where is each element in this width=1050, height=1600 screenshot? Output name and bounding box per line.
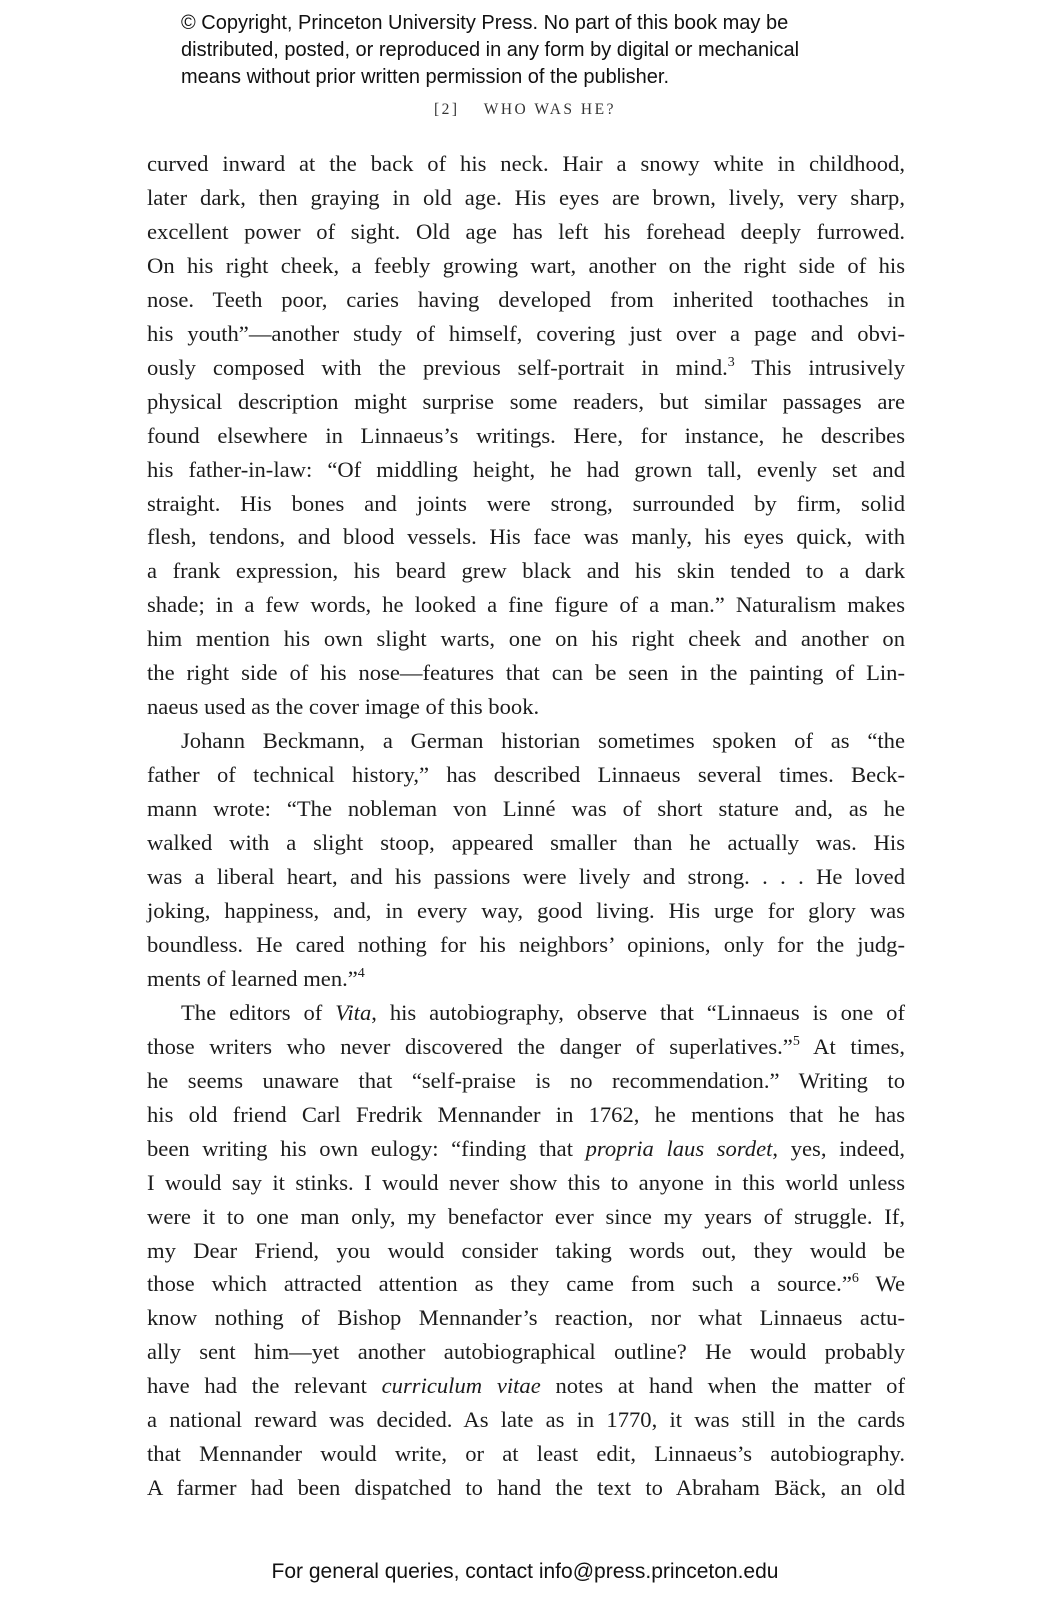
- copyright-line-1: © Copyright, Princeton University Press. No part of this book may be: [181, 12, 789, 34]
- text-line: was a liberal heart, and his passions were lively and strong. . . . He loved: [147, 864, 905, 890]
- text-line: shade; in a few words, he looked a fine figure of a man.” Naturalism makes: [147, 592, 905, 618]
- text-line: found elsewhere in Linnaeus’s writings. Here, for instance, he describes: [147, 422, 905, 448]
- text-line: the right side of his nose—features that can be seen in the painting of Lin-: [147, 660, 905, 686]
- text-line: naeus used as the cover image of this book.: [147, 694, 540, 720]
- text-line: boundless. He cared nothing for his neighbors’ opinions, only for the judg-: [147, 931, 905, 957]
- copyright-line-2: distributed, posted, or reproduced in any form by digital or mechanical: [181, 39, 800, 61]
- text-line: ally sent him—yet another autobiographical outline? He would probably: [147, 1339, 905, 1365]
- text-line: Johann Beckmann, a German historian sometimes spoken of as “the: [181, 728, 905, 754]
- footnote-ref: 6: [851, 1271, 859, 1287]
- text-line: those writers who never discovered the danger of superlatives.”$^5$ At times,: [147, 1033, 905, 1059]
- text-line: know nothing of Bishop Mennander’s reaction, nor what Linnaeus actu-: [147, 1305, 905, 1331]
- copyright-notice: [181, 10, 941, 91]
- text-line: he seems unaware that “self-praise is no recommendation.” Writing to: [147, 1067, 905, 1093]
- text-line: On his right cheek, a feebly growing wart, another on the right side of his: [147, 252, 905, 278]
- text-line: his youth”—another study of himself, covering just over a page and obvi-: [147, 320, 905, 346]
- body-text: [147, 147, 905, 1505]
- text-line: excellent power of sight. Old age has left his forehead deeply furrowed.: [147, 218, 905, 244]
- text-line: a national reward was decided. As late as in 1770, it was still in the cards: [147, 1407, 905, 1433]
- text-line: The editors of Vita, his autobiography, observe that “Linnaeus is one of: [181, 999, 905, 1025]
- text-line: curved inward at the back of his neck. Hair a snowy white in childhood,: [147, 151, 905, 176]
- text-line: were it to one man only, my benefactor ever since my years of struggle. If,: [147, 1203, 905, 1229]
- text-line: walked with a slight stoop, appeared smaller than he actually was. His: [147, 830, 905, 856]
- text-line: ously composed with the previous self-portrait in mind.$^3$ This intrusively: [147, 354, 905, 380]
- footnote-ref: 4: [357, 965, 365, 981]
- text-line: been writing his own eulogy: “finding that propria laus sordet, yes, indeed,: [147, 1135, 905, 1161]
- text-line: have had the relevant curriculum vitae notes at hand when the matter of: [147, 1373, 905, 1399]
- copyright-line-3: means without prior written permission of the publisher.: [181, 66, 670, 88]
- text-line: his father-in-law: “Of middling height, he had grown tall, evenly set and: [147, 456, 905, 482]
- text-line: my Dear Friend, you would consider taking words out, they would be: [147, 1237, 905, 1263]
- text-line: A farmer had been dispatched to hand the text to Abraham Bäck, an old: [147, 1475, 905, 1501]
- text-line: father of technical history,” has described Linnaeus several times. Beck-: [147, 762, 905, 788]
- text-line: I would say it stinks. I would never show this to anyone in this world unless: [147, 1169, 905, 1195]
- footnote-ref: 5: [792, 1033, 800, 1049]
- chapter-title: WHO WAS HE?: [483, 101, 616, 118]
- footer-contact: For general queries, contact info@press.princeton.edu: [271, 1560, 779, 1583]
- footnote-ref: 3: [727, 354, 735, 370]
- text-line: flesh, tendons, and blood vessels. His face was manly, his eyes quick, with: [147, 524, 905, 550]
- text-line: those which attracted attention as they came from such a source.”$^6$ We: [147, 1271, 905, 1297]
- text-line: a frank expression, his beard grew black and his skin tended to a dark: [147, 558, 905, 584]
- text-line: nose. Teeth poor, caries having developed from inherited toothaches in: [147, 286, 905, 312]
- text-line: mann wrote: “The nobleman von Linné was of short stature and, as he: [147, 796, 905, 822]
- text-line: him mention his own slight warts, one on his right cheek and another on: [147, 626, 905, 652]
- text-line: ments of learned men.”$^4$: [147, 965, 365, 991]
- text-line: straight. His bones and joints were strong, surrounded by firm, solid: [147, 490, 905, 516]
- text-line: that Mennander would write, or at least edit, Linnaeus’s autobiography.: [147, 1441, 905, 1467]
- text-line: later dark, then graying in old age. His eyes are brown, lively, very sharp,: [147, 184, 905, 210]
- running-head: [0, 101, 1050, 119]
- text-line: joking, happiness, and, in every way, good living. His urge for glory was: [147, 897, 905, 923]
- text-line: physical description might surprise some readers, but similar passages are: [147, 388, 905, 414]
- text-line: his old friend Carl Fredrik Mennander in 1762, he mentions that he has: [147, 1101, 905, 1127]
- page-number: [2]: [434, 101, 460, 118]
